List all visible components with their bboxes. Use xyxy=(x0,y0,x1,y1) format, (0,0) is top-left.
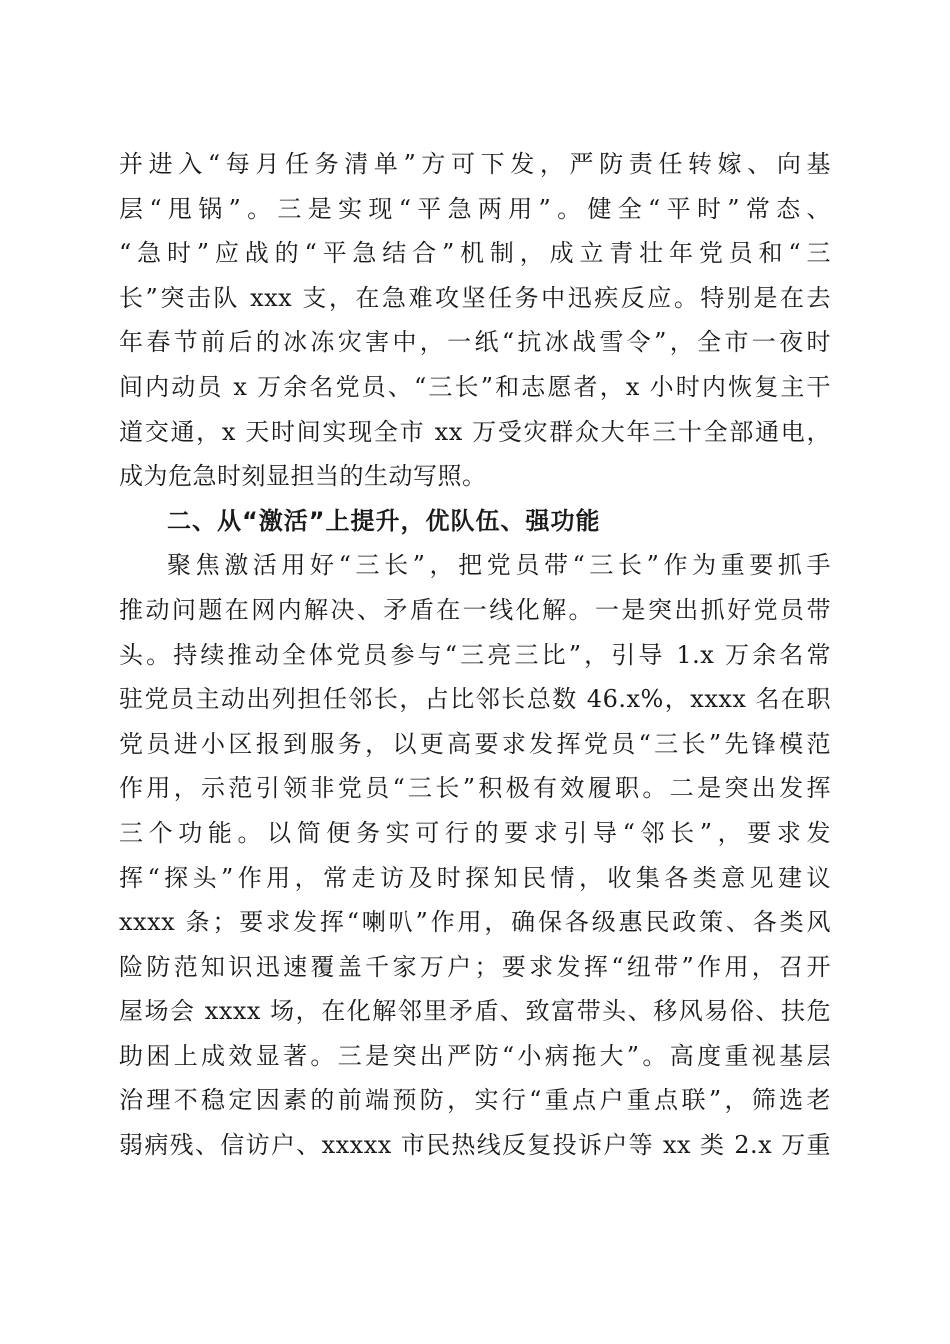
text-line: 道交通，x 天时间实现全市 xx 万受灾群众大年三十全部通电， xyxy=(119,417,831,446)
text-line: 弱病残、信访户、xxxxx 市民热线反复投诉户等 xx 类 2.x 万重 xyxy=(119,1131,831,1160)
text-line: 作用，示范引领非党员“三长”积极有效履职。二是突出发挥 xyxy=(119,774,831,803)
text-line: 长”突击队 xxx 支，在急难攻坚任务中迅疾反应。特别是在去 xyxy=(119,283,831,312)
text-line: 党员进小区报到服务，以更高要求发挥党员“三长”先锋模范 xyxy=(119,729,831,758)
text-line: 间内动员 x 万余名党员、“三长”和志愿者，x 小时内恢复主干 xyxy=(119,372,831,401)
document-body xyxy=(119,142,831,1168)
text-line: xxxx 条；要求发挥“喇叭”作用，确保各级惠民政策、各类风 xyxy=(119,908,831,937)
text-line: 险防范知识迅速覆盖千家万户；要求发挥“纽带”作用，召开 xyxy=(119,952,831,981)
text-line: 助困上成效显著。三是突出严防“小病拖大”。高度重视基层 xyxy=(119,1041,831,1070)
text-line: 挥“探头”作用，常走访及时探知民情，收集各类意见建议 xyxy=(119,863,831,892)
text-line: 三个功能。以简便务实可行的要求引导“邻长”，要求发 xyxy=(119,818,831,847)
text-line: 年春节前后的冰冻灾害中，一纸“抗冰战雪令”，全市一夜时 xyxy=(119,328,831,357)
paragraph-2 xyxy=(119,543,831,1167)
section-heading: 二、从“激活”上提升，优队伍、强功能 xyxy=(167,506,601,535)
text-line: 聚焦激活用好“三长”，把党员带“三长”作为重要抓手 xyxy=(167,551,831,580)
text-line: 层“甩锅”。三是实现“平急两用”。健全“平时”常态、 xyxy=(119,194,831,223)
text-line: “急时”应战的“平急结合”机制，成立青壮年党员和“三 xyxy=(119,239,831,268)
paragraph-1 xyxy=(119,142,831,499)
text-line: 并进入“每月任务清单”方可下发，严防责任转嫁、向基 xyxy=(119,150,831,178)
text-line: 推动问题在网内解决、矛盾在一线化解。一是突出抓好党员带 xyxy=(119,595,831,624)
text-line: 头。持续推动全体党员参与“三亮三比”，引导 1.x 万余名常 xyxy=(119,640,831,669)
text-line: 屋场会 xxxx 场，在化解邻里矛盾、致富带头、移风易俗、扶危 xyxy=(119,997,831,1026)
text-line: 治理不稳定因素的前端预防，实行“重点户重点联”，筛选老 xyxy=(119,1086,831,1115)
text-line: 驻党员主动出列担任邻长，占比邻长总数 46.x%，xxxx 名在职 xyxy=(119,685,831,714)
text-line: 成为危急时刻显担当的生动写照。 xyxy=(119,462,487,491)
